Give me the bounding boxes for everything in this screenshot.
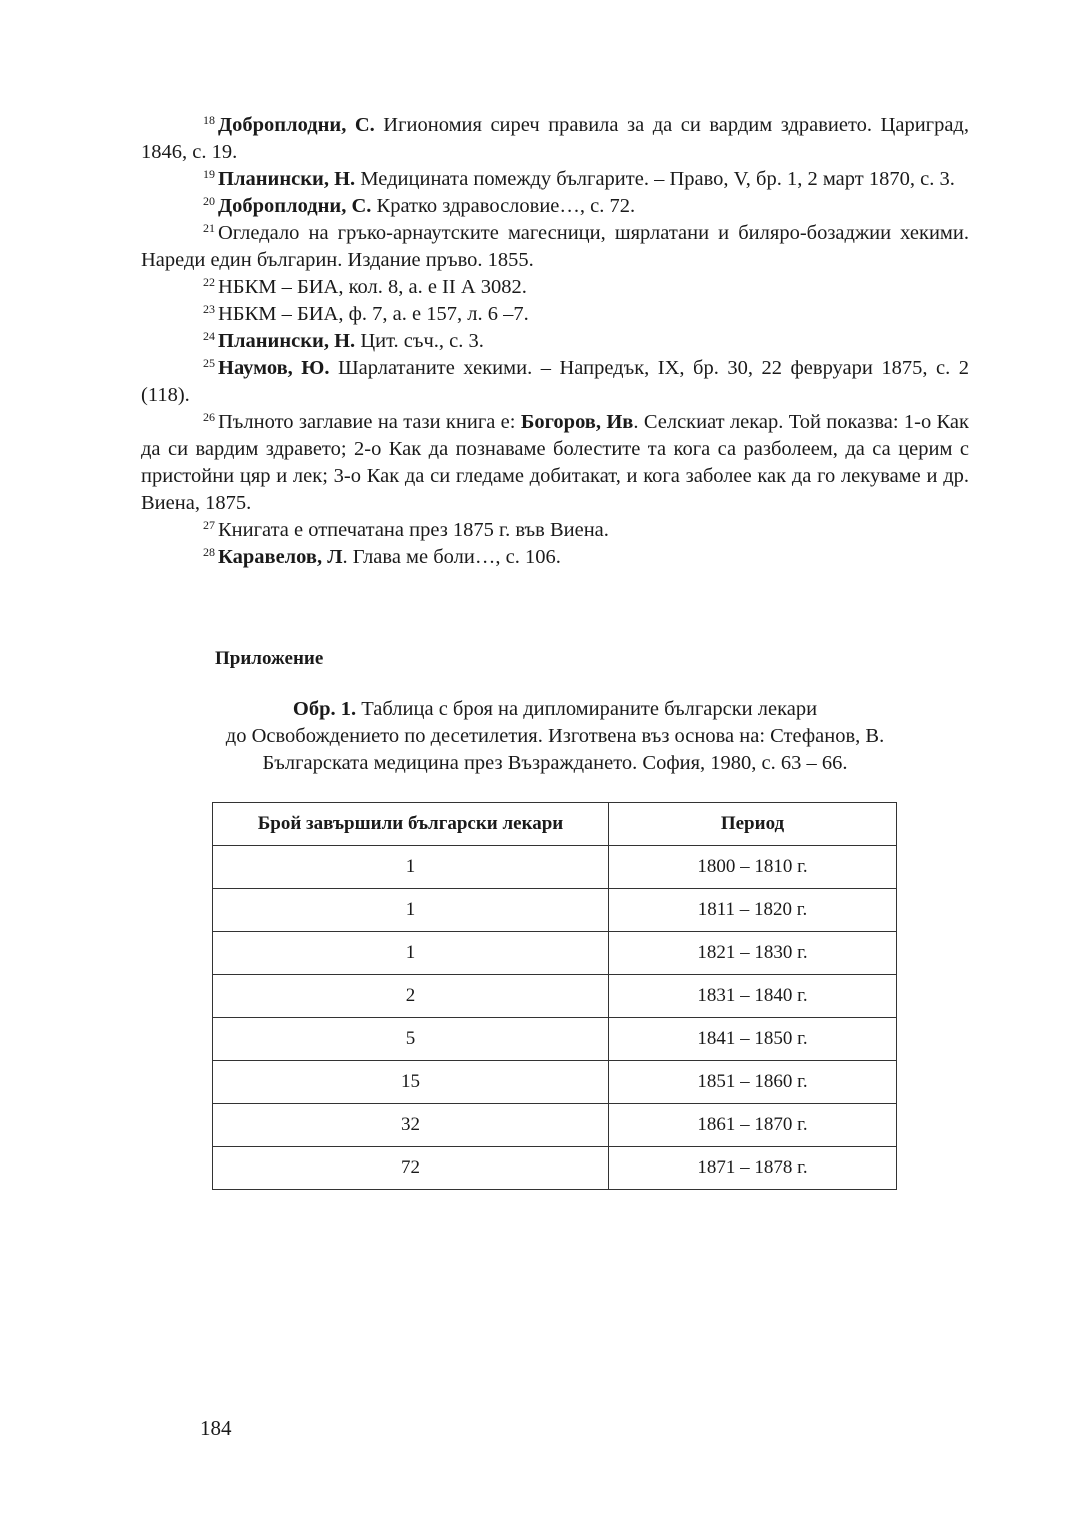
cell-period: 1821 – 1830 г. — [609, 932, 897, 975]
table-row — [213, 1018, 897, 1061]
table-row — [213, 975, 897, 1018]
cell-count: 72 — [213, 1147, 609, 1190]
table-row — [213, 889, 897, 932]
table-row — [213, 1061, 897, 1104]
cell-count: 5 — [213, 1018, 609, 1061]
footnote-22: $^{22}$ НБКМ – БИА, кол. 8, а. е II А 3082. — [203, 275, 527, 298]
cell-count: 15 — [213, 1061, 609, 1104]
appendix-heading: Приложение — [215, 648, 324, 669]
table-row — [213, 1104, 897, 1147]
doctors-table — [212, 802, 897, 1190]
caption-line-1: Обр. 1. Таблица с броя на дипломираните български лекари — [292, 698, 818, 720]
footnote-20: $^{20}$ Доброплодни, С. Кратко здравословие…, с. 72. — [203, 194, 636, 217]
cell-count: 1 — [213, 932, 609, 975]
cell-period: 1871 – 1878 г. — [609, 1147, 897, 1190]
footnote-19: $^{19}$ Планински, Н. Медицината помежду българите. – Право, V, бр. 1, 2 март 1870, с. 3. — [203, 167, 955, 190]
footnote-21: $^{21}$ Огледало на гръко-арнаутските магесници, шярлатани и биляро-бозаджии хекими. Нареди един българин. Издание пръво. 1855. — [141, 221, 969, 271]
header-count: Брой завършили български лекари — [213, 803, 609, 846]
footnote-26: $^{26}$ Пълното заглавие на тази книга е: Богоров, Ив. Селскиат лекар. Той показва: 1-о Как да си вардим здравето; 2-о Как да познаваме болестите та кога са разболеем, да са церим с пристойни цяр и лек; 3-о Как да си гледаме добитакат, и кога заболее как да го лекуваме и др. Виена, 1875. — [141, 410, 969, 514]
table-row — [213, 1147, 897, 1190]
cell-count: 1 — [213, 846, 609, 889]
footnote-18: $^{18}$ Доброплодни, С. Игиономия сиреч правила за да си вардим здравието. Цариград, 1846, с. 19. — [141, 113, 969, 163]
table-row — [213, 932, 897, 975]
cell-period: 1800 – 1810 г. — [609, 846, 897, 889]
footnote-24: $^{24}$ Планински, Н. Цит. съч., с. 3. — [203, 329, 484, 352]
header-period: Период — [609, 803, 897, 846]
footnote-27: $^{27}$ Книгата е отпечатана през 1875 г. във Виена. — [203, 518, 609, 541]
caption-line-3: Българската медицина през Възраждането. София, 1980, с. 63 – 66. — [262, 752, 848, 774]
footnote-23: $^{23}$ НБКМ – БИА, ф. 7, а. е 157, л. 6 –7. — [203, 302, 529, 325]
cell-count: 32 — [213, 1104, 609, 1147]
footnotes — [141, 112, 969, 571]
caption-label: Обр. 1. — [292, 698, 357, 720]
page-number: 184 — [200, 1416, 232, 1440]
caption-line-2: до Освобождението по десетилетия. Изготвена въз основа на: Стефанов, В. — [225, 725, 885, 747]
cell-period: 1841 – 1850 г. — [609, 1018, 897, 1061]
cell-period: 1811 – 1820 г. — [609, 889, 897, 932]
cell-count: 1 — [213, 889, 609, 932]
cell-period: 1861 – 1870 г. — [609, 1104, 897, 1147]
table-header-row — [213, 803, 897, 846]
cell-count: 2 — [213, 975, 609, 1018]
footnote-25: $^{25}$ Наумов, Ю. Шарлатаните хекими. – Напредък, IX, бр. 30, 22 февруари 1875, с. 2 (118). — [141, 356, 969, 406]
footnote-28: $^{28}$ Каравелов, Л. Глава ме боли…, с. 106. — [203, 545, 561, 568]
cell-period: 1831 – 1840 г. — [609, 975, 897, 1018]
cell-period: 1851 – 1860 г. — [609, 1061, 897, 1104]
table-row — [213, 846, 897, 889]
figure-caption — [141, 696, 969, 777]
